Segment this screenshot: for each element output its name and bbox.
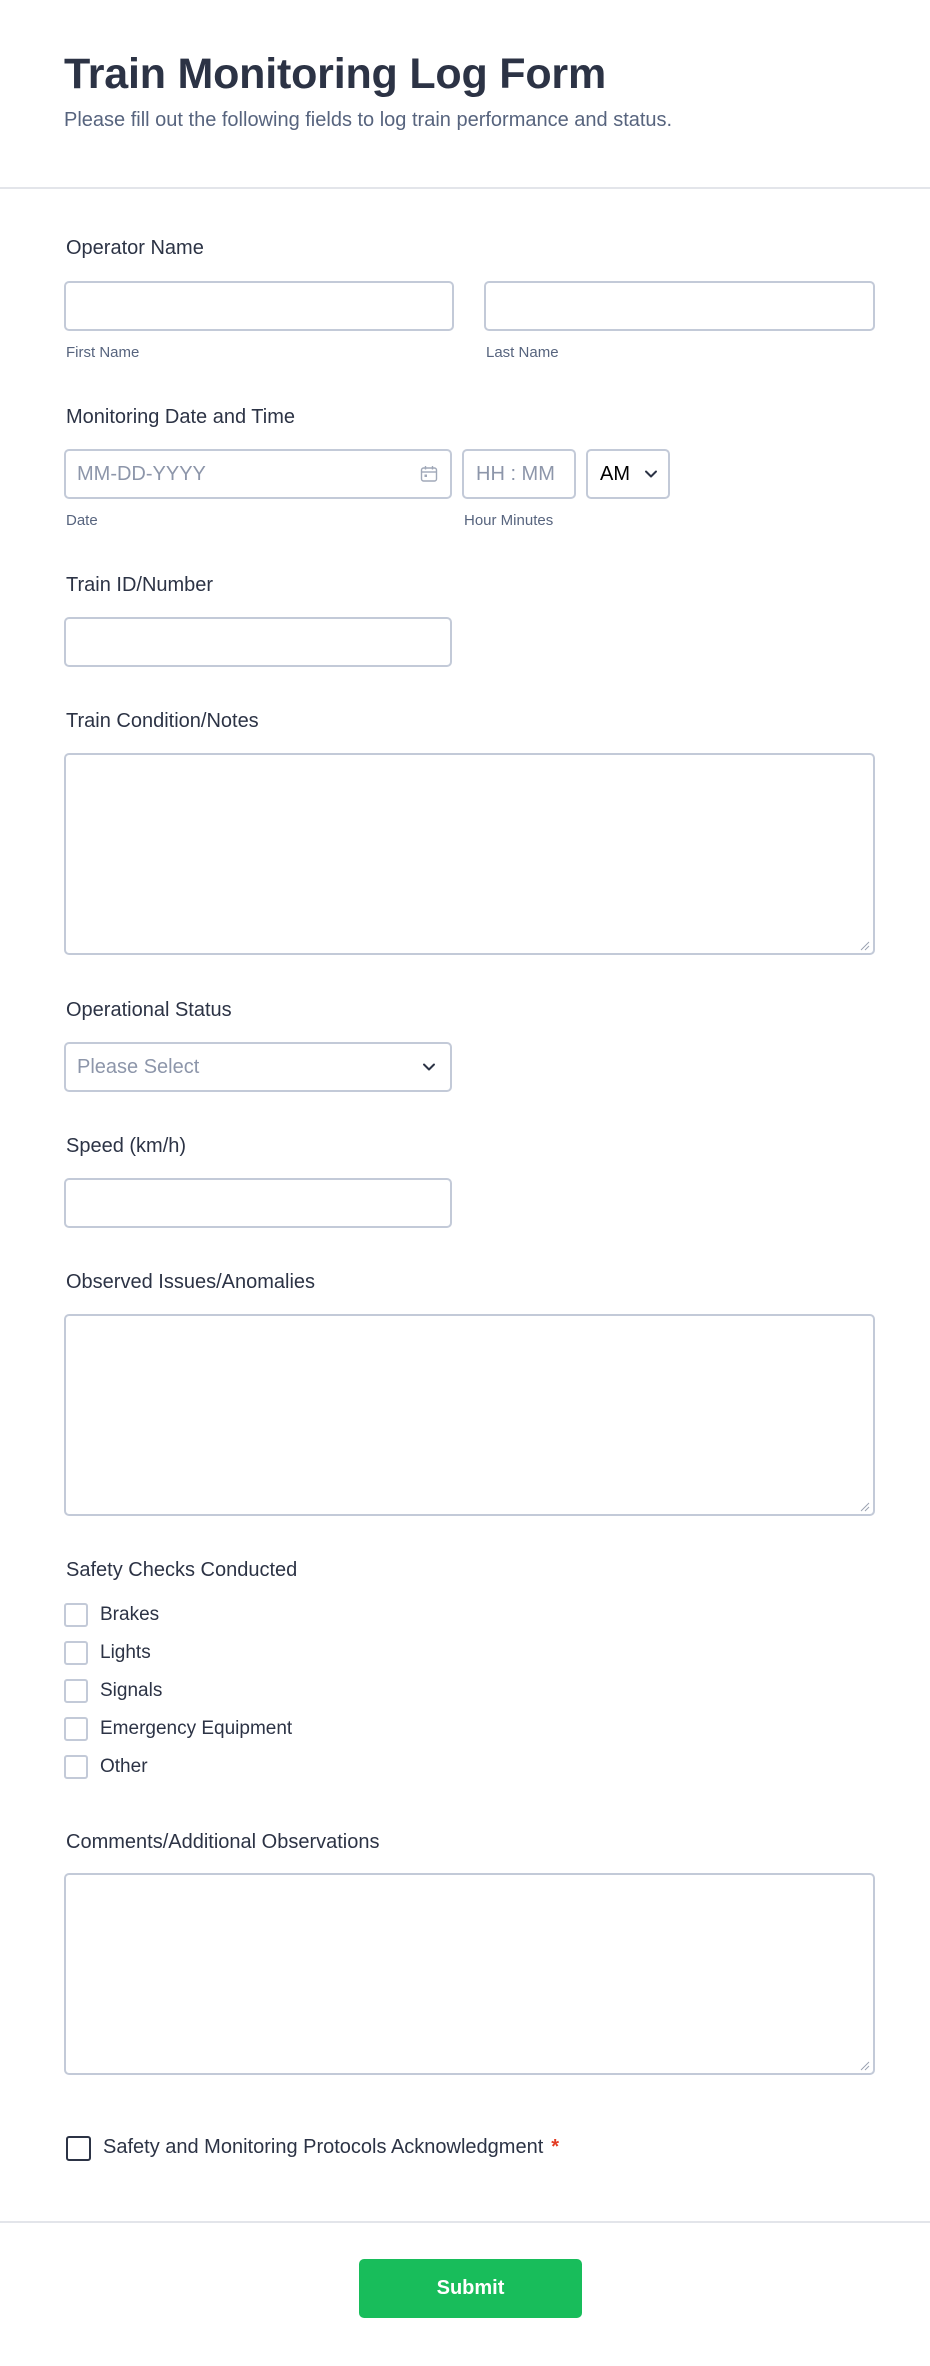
first-name-sublabel: First Name: [66, 344, 140, 361]
status-placeholder: Please Select: [77, 1056, 200, 1078]
checkbox-label: Emergency Equipment: [100, 1718, 293, 1739]
checkbox-option-emergency-equipment[interactable]: [64, 1716, 292, 1742]
chevron-down-icon: [644, 467, 658, 486]
first-name-input[interactable]: [64, 281, 454, 331]
operator-name-label: Operator Name: [66, 237, 204, 259]
page-subtitle: Please fill out the following fields to log train performance and status.: [64, 109, 673, 131]
ampm-value: AM: [600, 463, 630, 485]
calendar-icon[interactable]: [420, 465, 438, 488]
comments-textarea[interactable]: [64, 1873, 875, 2075]
checkbox-option-brakes[interactable]: [64, 1602, 159, 1628]
ampm-select[interactable]: [586, 449, 670, 499]
acknowledgment-text: Safety and Monitoring Protocols Acknowledgment: [103, 2136, 544, 2158]
observed-issues-textarea[interactable]: [64, 1314, 875, 1516]
form-header: [0, 0, 930, 189]
date-input[interactable]: [64, 449, 452, 499]
checkbox-label: Other: [100, 1756, 148, 1777]
date-placeholder: MM-DD-YYYY: [77, 463, 206, 485]
train-id-input[interactable]: [64, 617, 452, 667]
page-title: Train Monitoring Log Form: [64, 50, 606, 98]
time-placeholder: HH : MM: [476, 463, 555, 485]
time-sublabel: Hour Minutes: [464, 512, 554, 529]
acknowledgment-checkbox[interactable]: [66, 2136, 91, 2161]
monitoring-datetime-label: Monitoring Date and Time: [66, 406, 296, 428]
checkbox-option-lights[interactable]: [64, 1640, 151, 1666]
acknowledgment-label: [103, 2136, 559, 2159]
checkbox-label: Lights: [100, 1642, 151, 1663]
checkbox[interactable]: [64, 1679, 88, 1703]
comments-label: Comments/Additional Observations: [66, 1831, 380, 1853]
chevron-down-icon: [422, 1060, 436, 1079]
checkbox[interactable]: [64, 1641, 88, 1665]
checkbox-option-signals[interactable]: [64, 1678, 162, 1704]
required-asterisk: *: [551, 2136, 560, 2158]
resize-grip-icon[interactable]: [858, 939, 870, 951]
operational-status-select[interactable]: [64, 1042, 452, 1092]
observed-issues-label: Observed Issues/Anomalies: [66, 1271, 316, 1293]
footer-divider: [0, 2221, 930, 2223]
date-sublabel: Date: [66, 512, 98, 529]
operational-status-label: Operational Status: [66, 999, 232, 1021]
last-name-sublabel: Last Name: [486, 344, 559, 361]
time-input[interactable]: [462, 449, 576, 499]
checkbox[interactable]: [64, 1717, 88, 1741]
resize-grip-icon[interactable]: [858, 2059, 870, 2071]
last-name-input[interactable]: [484, 281, 875, 331]
resize-grip-icon[interactable]: [858, 1500, 870, 1512]
submit-button[interactable]: Submit: [359, 2259, 582, 2318]
train-condition-textarea[interactable]: [64, 753, 875, 955]
checkbox-option-other[interactable]: [64, 1754, 148, 1780]
train-id-label: Train ID/Number: [66, 574, 214, 596]
checkbox-label: Brakes: [100, 1604, 160, 1625]
train-condition-label: Train Condition/Notes: [66, 710, 259, 732]
safety-checks-label: Safety Checks Conducted: [66, 1559, 298, 1581]
checkbox-label: Signals: [100, 1680, 163, 1701]
speed-label: Speed (km/h): [66, 1135, 187, 1157]
checkbox[interactable]: [64, 1603, 88, 1627]
speed-input[interactable]: [64, 1178, 452, 1228]
checkbox[interactable]: [64, 1755, 88, 1779]
